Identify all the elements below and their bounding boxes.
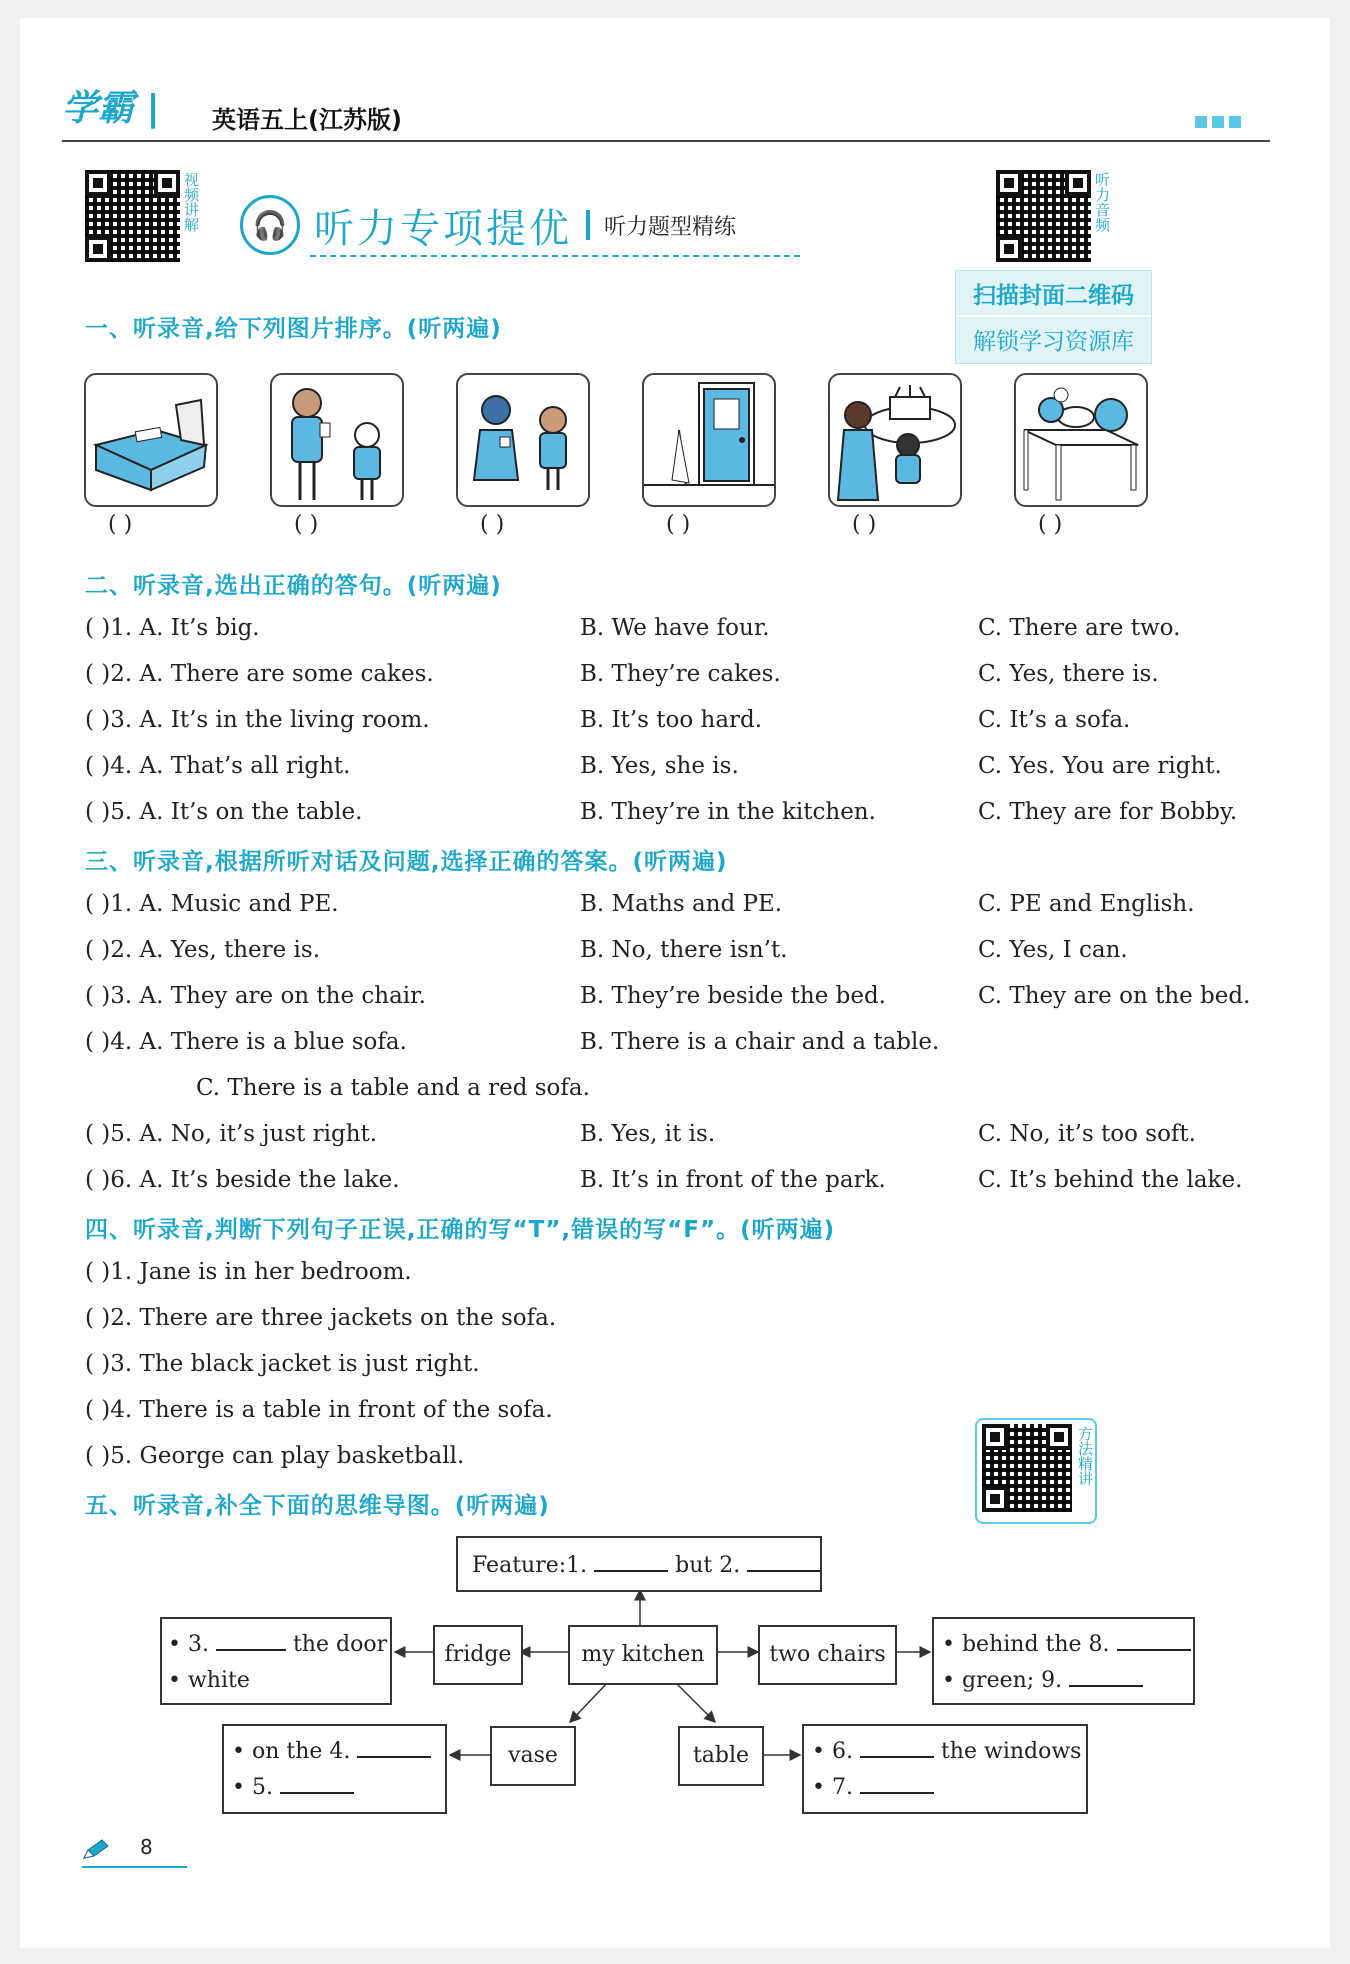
banner-title: 听力专项提优 <box>314 205 572 252</box>
s3-q6-a: ( )6. A. It’s beside the lake. <box>85 1167 400 1193</box>
s2-q4-c: C. Yes. You are right. <box>978 753 1222 779</box>
answer-paren-1[interactable]: ( ) <box>108 512 133 537</box>
blank-1[interactable] <box>594 1550 668 1572</box>
mindmap-feature-box <box>456 1536 822 1592</box>
s3-q3-c: C. They are on the bed. <box>978 983 1251 1009</box>
answer-paren-3[interactable]: ( ) <box>480 512 505 537</box>
answer-paren-6[interactable]: ( ) <box>1038 512 1063 537</box>
fridge-detail-3-post: the door <box>292 1632 388 1657</box>
s2-q5-c: C. They are for Bobby. <box>978 799 1238 825</box>
pencil-icon <box>82 1838 110 1860</box>
s3-q1-c: C. PE and English. <box>978 891 1195 917</box>
answer-paren-2[interactable]: ( ) <box>294 512 319 537</box>
s3-q3-b: B. They’re beside the bed. <box>580 983 886 1009</box>
fridge-detail-3-pre: • 3. <box>168 1632 209 1657</box>
banner-subtitle: 听力题型精练 <box>604 214 737 240</box>
s2-q2-b: B. They’re cakes. <box>580 661 781 687</box>
blank-4[interactable] <box>357 1736 431 1758</box>
fridge-details-box <box>160 1617 392 1705</box>
s2-q4-b: B. Yes, she is. <box>580 753 739 779</box>
s2-q1-a: ( )1. A. It’s big. <box>85 615 260 641</box>
mindmap-center: my kitchen <box>568 1625 718 1685</box>
chairs-detail-9: • green; 9. <box>942 1668 1063 1693</box>
s3-q4-a: ( )4. A. There is a blue sofa. <box>85 1029 407 1055</box>
s3-q1-b: B. Maths and PE. <box>580 891 783 917</box>
s3-q2-a: ( )2. A. Yes, there is. <box>85 937 321 963</box>
answer-paren-5[interactable]: ( ) <box>852 512 877 537</box>
s2-q5-a: ( )5. A. It’s on the table. <box>85 799 363 825</box>
s2-q3-c: C. It’s a sofa. <box>978 707 1131 733</box>
s2-q1-c: C. There are two. <box>978 615 1181 641</box>
blank-5[interactable] <box>280 1772 354 1794</box>
qr-caption-method: 方法精讲 <box>1076 1426 1094 1486</box>
book-title: 英语五上(江苏版) <box>212 106 402 134</box>
fridge-detail-white: • white <box>168 1668 250 1693</box>
section3-title: 三、听录音,根据所听对话及问题,选择正确的答案。(听两遍) <box>85 849 728 875</box>
blank-9[interactable] <box>1069 1665 1143 1687</box>
footer-underline <box>82 1866 187 1868</box>
section5-title: 五、听录音,补全下面的思维导图。(听两遍) <box>85 1493 550 1519</box>
s4-q4: ( )4. There is a table in front of the sofa. <box>85 1397 553 1423</box>
scan-line-1: 扫描封面二维码 <box>956 271 1151 317</box>
mindmap-fridge: fridge <box>433 1625 523 1685</box>
section1-title: 一、听录音,给下列图片排序。(听两遍) <box>85 316 502 342</box>
qr-caption-audio: 听力音频 <box>1093 172 1111 232</box>
s4-q3: ( )3. The black jacket is just right. <box>85 1351 480 1377</box>
s2-q1-b: B. We have four. <box>580 615 770 641</box>
scan-line-2: 解锁学习资源库 <box>973 328 1134 355</box>
qr-caption-video: 视频讲解 <box>182 172 200 232</box>
vase-details-box <box>222 1724 447 1814</box>
blank-7[interactable] <box>860 1772 934 1794</box>
table-detail-6-pre: • 6. <box>812 1739 853 1764</box>
page-number: 8 <box>140 1835 153 1859</box>
blank-6[interactable] <box>860 1736 934 1758</box>
s3-q5-b: B. Yes, it is. <box>580 1121 716 1147</box>
vase-detail-5: • 5. <box>232 1775 273 1800</box>
blank-3[interactable] <box>216 1629 286 1651</box>
brand-logo: 学霸 | <box>62 88 160 129</box>
answer-paren-4[interactable]: ( ) <box>666 512 691 537</box>
chairs-detail-8: • behind the 8. <box>942 1632 1110 1657</box>
s4-q1: ( )1. Jane is in her bedroom. <box>85 1259 412 1285</box>
s2-q4-a: ( )4. A. That’s all right. <box>85 753 351 779</box>
s3-q1-a: ( )1. A. Music and PE. <box>85 891 339 917</box>
table-detail-6-post: the windows <box>940 1739 1082 1764</box>
s4-q2: ( )2. There are three jackets on the sofa. <box>85 1305 557 1331</box>
s3-q6-c: C. It’s behind the lake. <box>978 1167 1243 1193</box>
s3-q4-b: B. There is a chair and a table. <box>580 1029 940 1055</box>
s3-q5-c: C. No, it’s too soft. <box>978 1121 1196 1147</box>
mindmap-table: table <box>678 1726 764 1786</box>
feature-but: but 2. <box>675 1553 741 1578</box>
blank-2[interactable] <box>747 1550 821 1572</box>
mindmap-two-chairs: two chairs <box>758 1625 897 1685</box>
headphones-icon: 🎧 <box>240 195 300 255</box>
table-detail-7: • 7. <box>812 1775 853 1800</box>
s3-q2-c: C. Yes, I can. <box>978 937 1128 963</box>
chairs-details-box <box>932 1617 1195 1705</box>
s3-q5-a: ( )5. A. No, it’s just right. <box>85 1121 378 1147</box>
s3-q2-b: B. No, there isn’t. <box>580 937 788 963</box>
s2-q3-a: ( )3. A. It’s in the living room. <box>85 707 430 733</box>
section2-title: 二、听录音,选出正确的答句。(听两遍) <box>85 573 502 599</box>
s3-q3-a: ( )3. A. They are on the chair. <box>85 983 426 1009</box>
s2-q5-b: B. They’re in the kitchen. <box>580 799 876 825</box>
s2-q2-a: ( )2. A. There are some cakes. <box>85 661 434 687</box>
s2-q3-b: B. It’s too hard. <box>580 707 763 733</box>
section4-title: 四、听录音,判断下列句子正误,正确的写“T”,错误的写“F”。(听两遍) <box>85 1217 836 1243</box>
s4-q5: ( )5. George can play basketball. <box>85 1443 465 1469</box>
feature-label: Feature:1. <box>472 1553 588 1578</box>
vase-detail-4: • on the 4. <box>232 1739 351 1764</box>
s3-q6-b: B. It’s in front of the park. <box>580 1167 886 1193</box>
mindmap-vase: vase <box>490 1726 576 1786</box>
table-details-box <box>802 1724 1088 1814</box>
s3-q4-c: C. There is a table and a red sofa. <box>196 1075 590 1101</box>
s2-q2-c: C. Yes, there is. <box>978 661 1159 687</box>
blank-8[interactable] <box>1117 1629 1191 1651</box>
